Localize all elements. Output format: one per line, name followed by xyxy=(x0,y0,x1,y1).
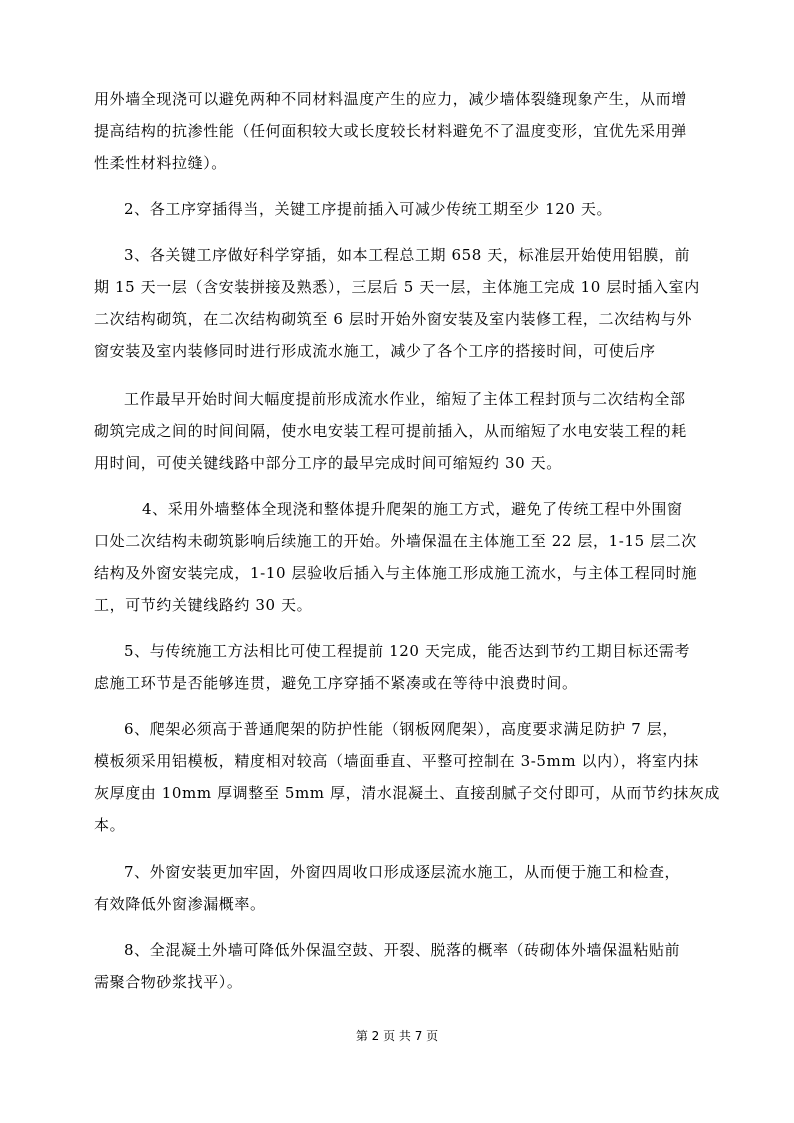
paragraph-line: 8、全混凝土外墙可降低外保温空鼓、开裂、脱落的概率（砖砌体外墙保温粘贴前 xyxy=(124,941,681,959)
paragraph-line: 灰厚度由 10mm 厚调整至 5mm 厚，清水混凝土、直接刮腻子交付即可，从而节约抹灰成 xyxy=(94,784,721,802)
paragraph-line: 窗安装及室内装修同时进行形成流水施工，减少了各个工序的搭接时间，可使后序 xyxy=(94,342,656,360)
paragraph-line: 6、爬架必须高于普通爬架的防护性能（钢板网爬架），高度要求满足防护 7 层， xyxy=(124,720,678,738)
page-number-footer: 第 2 页 共 7 页 xyxy=(355,1029,439,1043)
paragraph-line: 期 15 天一层（含安装拼接及熟悉），三层后 5 天一层，主体施工完成 10 层时插入室内 xyxy=(94,278,700,296)
paragraph-line: 口处二次结构未砌筑影响后续施工的开始。外墙保温在主体施工至 22 层，1-15 层二次 xyxy=(94,532,697,550)
paragraph-line: 4、采用外墙整体全现浇和整体提升爬架的施工方式，避免了传统工程中外围窗 xyxy=(142,500,683,518)
paragraph-line: 需聚合物砂浆找平）。 xyxy=(94,973,243,991)
paragraph-line: 本。 xyxy=(94,816,126,834)
paragraph-line: 7、外窗安装更加牢固，外窗四周收口形成逐层流水施工，从而便于施工和检查， xyxy=(124,863,681,881)
paragraph-line: 用时间，可使关键线路中部分工序的最早完成时间可缩短约 30 天。 xyxy=(94,454,562,472)
paragraph-line: 工，可节约关键线路约 30 天。 xyxy=(94,596,313,614)
paragraph-line: 用外墙全现浇可以避免两种不同材料温度产生的应力，减少墙体裂缝现象产生，从而增 xyxy=(94,90,687,108)
paragraph-line: 砌筑完成之间的时间间隔，使水电安装工程可提前插入，从而缩短了水电安装工程的耗 xyxy=(94,422,687,440)
paragraph-line: 3、各关键工序做好科学穿插，如本工程总工期 658 天，标准层开始使用铝膜，前 xyxy=(124,246,691,264)
paragraph-line: 二次结构砌筑，在二次结构砌筑至 6 层时开始外窗安装及室内装修工程，二次结构与外 xyxy=(94,310,693,328)
paragraph-line: 工作最早开始时间大幅度提前形成流水作业，缩短了主体工程封顶与二次结构全部 xyxy=(124,390,686,408)
paragraph-line: 结构及外窗安装完成，1-10 层验收后插入与主体施工形成施工流水，与主体工程同时施 xyxy=(94,564,698,582)
paragraph-line: 模板须采用铝模板，精度相对较高（墙面垂直、平整可控制在 3-5mm 以内），将室内抹 xyxy=(94,752,699,770)
paragraph-line: 5、与传统施工方法相比可使工程提前 120 天完成，能否达到节约工期目标还需考 xyxy=(124,642,691,660)
paragraph-line: 提高结构的抗渗性能（任何面积较大或长度较长材料避免不了温度变形，宜优先采用弹 xyxy=(94,122,687,140)
paragraph-line: 有效降低外窗渗漏概率。 xyxy=(94,895,266,913)
paragraph-line: 性柔性材料拉缝）。 xyxy=(94,154,227,172)
paragraph-line: 虑施工环节是否能够连贯，避免工序穿插不紧凑或在等待中浪费时间。 xyxy=(94,674,578,692)
paragraph-line: 2、各工序穿插得当，关键工序提前插入可减少传统工期至少 120 天。 xyxy=(124,200,613,218)
